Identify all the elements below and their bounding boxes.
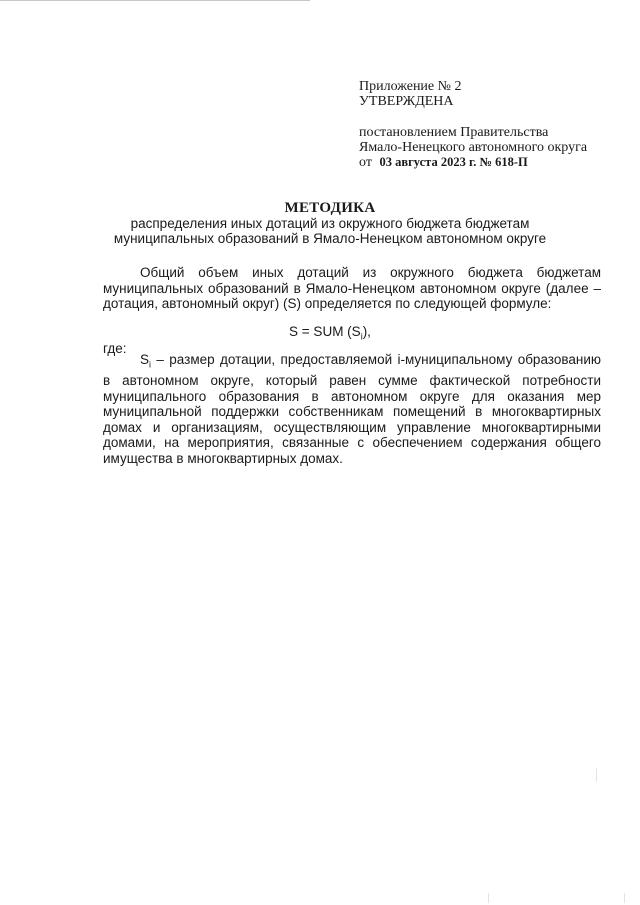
- scan-artifact-mark: [596, 768, 597, 782]
- document-title-block: [60, 200, 600, 246]
- title-subtitle-line-1: распределения иных дотаций из окружного бюджета бюджетам: [130, 216, 530, 231]
- scan-artifact-mark: [488, 893, 489, 903]
- formula-right: ),: [362, 324, 371, 339]
- decree-date-row: [359, 155, 619, 170]
- formula-left: S = SUM (S: [289, 324, 361, 339]
- approved-by-line-2: Ямало-Ненецкого автономного округа: [359, 140, 588, 155]
- appendix-header: [359, 79, 619, 170]
- formula: [250, 324, 410, 345]
- formula-subscript: i: [360, 331, 363, 342]
- where-label: где:: [103, 341, 127, 356]
- date-prefix: от: [359, 155, 372, 170]
- definition-subscript: i: [149, 359, 152, 370]
- appendix-number: Приложение № 2: [359, 79, 462, 94]
- document-title: МЕТОДИКА: [284, 200, 376, 216]
- approved-by-line-1: постановлением Правительства: [359, 125, 549, 140]
- definition-symbol: S: [140, 352, 150, 367]
- decree-date-value: 03 августа 2023 г. № 618-П: [379, 155, 528, 169]
- scan-artifact-mark: [624, 893, 625, 903]
- definition-text: – размер дотации, предоставляемой i-муниципальному образованию в автономном округе, который равен сумме фактической потребности муниципального образования в автономном округе для оказания мер муниципальной поддержки собственникам помещений в многоквартирных домах и организациям, осуществляющим управление многоквартирными домами, на мероприятия, связанные с обеспечением содержания общего имущества в многоквартирных домах.: [103, 352, 601, 466]
- scan-artifact-line: [0, 0, 310, 1]
- title-subtitle-line-2: муниципальных образований в Ямало-Ненецком автономном округе: [113, 231, 547, 246]
- paragraph-intro: Общий объем иных дотаций из окружного бюджета бюджетам муниципальных образований в Ямало-Ненецком автономном округе (далее – дотация, автономный округ) (S) определяется по следующей формуле:: [103, 265, 601, 311]
- approved-label: УТВЕРЖДЕНА: [359, 94, 454, 109]
- paragraph-definition: [103, 352, 601, 466]
- appendix-spacer: [359, 109, 619, 125]
